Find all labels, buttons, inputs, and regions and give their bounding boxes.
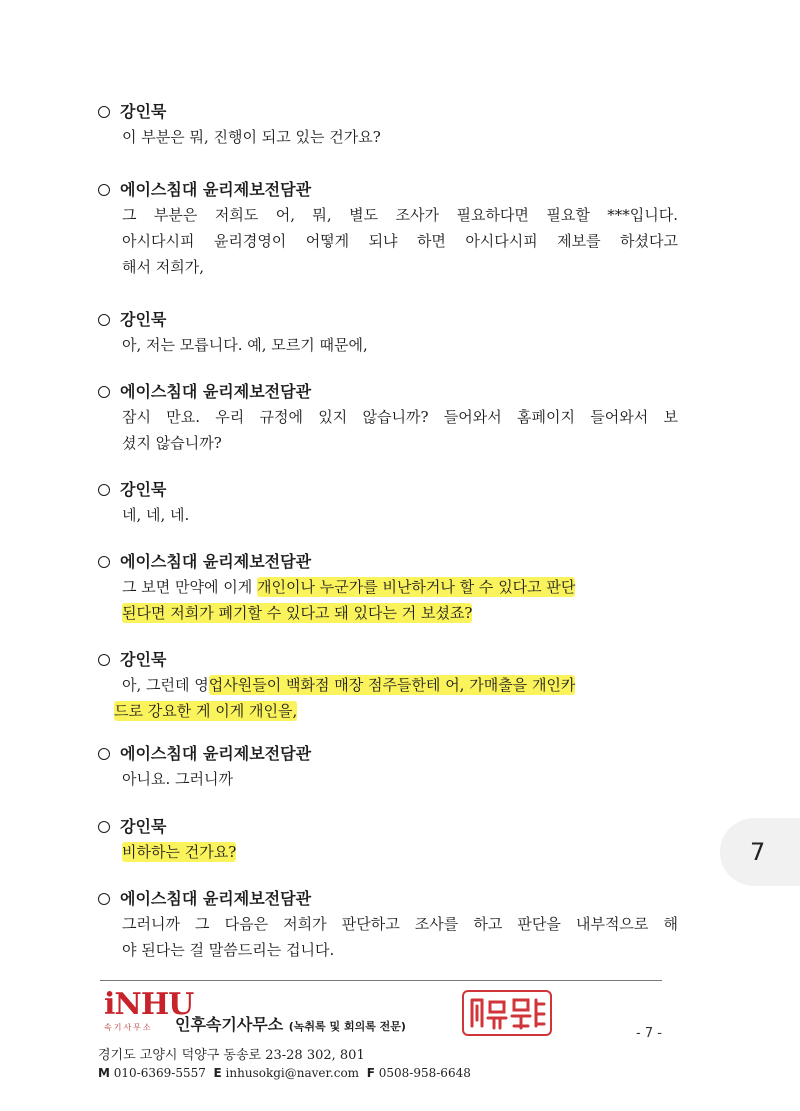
- highlighted-text: 개인이나 누군가를 비난하거나 할 수 있다고 판단: [257, 578, 576, 596]
- utterance-line: [122, 600, 678, 626]
- entry-2: [98, 178, 678, 280]
- utterance-line: 잠시 만요. 우리 규정에 있지 않습니까? 들어와서 홈페이지 들어와서 보: [122, 408, 678, 426]
- utterance-line: 아니요. 그러니까: [122, 770, 233, 788]
- office-address: 경기도 고양시 덕양구 동송로 23-28 302, 801: [98, 1048, 365, 1063]
- speaker-name: 강인묵: [120, 102, 167, 121]
- highlighted-text: 비하하는 건가요?: [122, 843, 237, 861]
- utterance-line: 그러니까 그 다음은 저희가 판단하고 조사를 하고 판단을 내부적으로 해: [122, 915, 678, 933]
- circle-bullet-icon: [98, 184, 110, 196]
- email-label: E: [213, 1066, 222, 1080]
- circle-bullet-icon: [98, 654, 110, 666]
- utterance-line: 아시다시피 윤리경영이 어떻게 되냐 하면 아시다시피 제보를 하셨다고: [122, 232, 678, 250]
- seal-mark-icon: [464, 992, 550, 1034]
- circle-bullet-icon: [98, 106, 110, 118]
- company-seal-stamp: [462, 990, 552, 1036]
- utterance-line: [122, 672, 678, 698]
- highlighted-text: 드로 강요한 게 이게 개인을,: [114, 702, 298, 720]
- utterance-line: 아, 저는 모릅니다. 예, 모르기 때문에,: [122, 336, 368, 354]
- page-number: - 7 -: [636, 1026, 662, 1041]
- speaker-name: 강인묵: [120, 817, 167, 836]
- circle-bullet-icon: [98, 314, 110, 326]
- speaker-name: 에이스침대 윤리제보전담관: [120, 552, 312, 571]
- company-name-line: [175, 1012, 406, 1035]
- speaker-line: [98, 100, 678, 124]
- entry-4: [98, 380, 678, 456]
- utterance-line: 그 부분은 저희도 어, 뭐, 별도 조사가 필요하다면 필요할 ***입니다.: [122, 206, 678, 224]
- speaker-line: [98, 478, 678, 502]
- logo-wordmark: iNHU: [104, 987, 194, 1022]
- circle-bullet-icon: [98, 484, 110, 496]
- speaker-line: [98, 648, 678, 672]
- plain-text: 그 보면 만약에 이게: [122, 578, 257, 596]
- entry-6: [98, 550, 678, 626]
- speaker-line: [98, 178, 678, 202]
- speaker-line: [98, 742, 678, 766]
- speaker-line: [98, 887, 678, 911]
- utterance-line: 셨지 않습니까?: [122, 434, 222, 452]
- speaker-line: [98, 380, 678, 404]
- mobile-number: 010-6369-5557: [113, 1066, 206, 1080]
- mobile-label: M: [98, 1066, 110, 1080]
- entry-5: [98, 478, 678, 528]
- speaker-line: [98, 308, 678, 332]
- email-address[interactable]: inhusokgi@naver.com: [225, 1066, 360, 1080]
- utterance-line: 네, 네, 네.: [122, 506, 190, 524]
- circle-bullet-icon: [98, 386, 110, 398]
- company-logo: [104, 987, 194, 1034]
- speaker-name: 강인묵: [120, 650, 167, 669]
- plain-text: 아, 그런데 영: [122, 676, 209, 694]
- entry-3: [98, 308, 678, 358]
- entry-7: [98, 648, 678, 724]
- company-tagline: (녹취록 및 회의록 전문): [288, 1020, 406, 1033]
- utterance-line: 야 된다는 걸 말씀드리는 겁니다.: [122, 941, 335, 959]
- highlighted-text: 업사원들이 백화점 매장 점주들한테 어, 가매출을 개인카: [208, 676, 576, 694]
- utterance-line: [122, 574, 678, 600]
- speaker-name: 에이스침대 윤리제보전담관: [120, 889, 312, 908]
- entry-8: [98, 742, 678, 792]
- utterance-line: 해서 저희가,: [122, 258, 204, 276]
- speaker-name: 강인묵: [120, 480, 167, 499]
- circle-bullet-icon: [98, 893, 110, 905]
- logo-subtext: 속기사무소: [104, 1023, 153, 1032]
- footer-divider: [100, 980, 662, 981]
- entry-1: [98, 100, 678, 150]
- fax-number: 0508-958-6648: [378, 1066, 471, 1080]
- utterance-line: [114, 698, 678, 724]
- company-name: 인후속기사무소: [175, 1015, 284, 1034]
- page-number-tab[interactable]: 7: [720, 818, 800, 886]
- speaker-name: 강인묵: [120, 310, 167, 329]
- utterance-line: [122, 839, 678, 865]
- entry-10: [98, 887, 678, 963]
- highlighted-text: 된다면 저희가 폐기할 수 있다고 돼 있다는 거 보셨죠?: [122, 604, 473, 622]
- speaker-name: 에이스침대 윤리제보전담관: [120, 382, 312, 401]
- contact-info: [98, 1066, 471, 1080]
- speaker-name: 에이스침대 윤리제보전담관: [120, 180, 312, 199]
- fax-label: F: [366, 1066, 375, 1080]
- speaker-name: 에이스침대 윤리제보전담관: [120, 744, 312, 763]
- utterance-line: 이 부분은 뭐, 진행이 되고 있는 건가요?: [122, 128, 381, 146]
- circle-bullet-icon: [98, 748, 110, 760]
- speaker-line: [98, 815, 678, 839]
- circle-bullet-icon: [98, 821, 110, 833]
- circle-bullet-icon: [98, 556, 110, 568]
- entry-9: [98, 815, 678, 865]
- speaker-line: [98, 550, 678, 574]
